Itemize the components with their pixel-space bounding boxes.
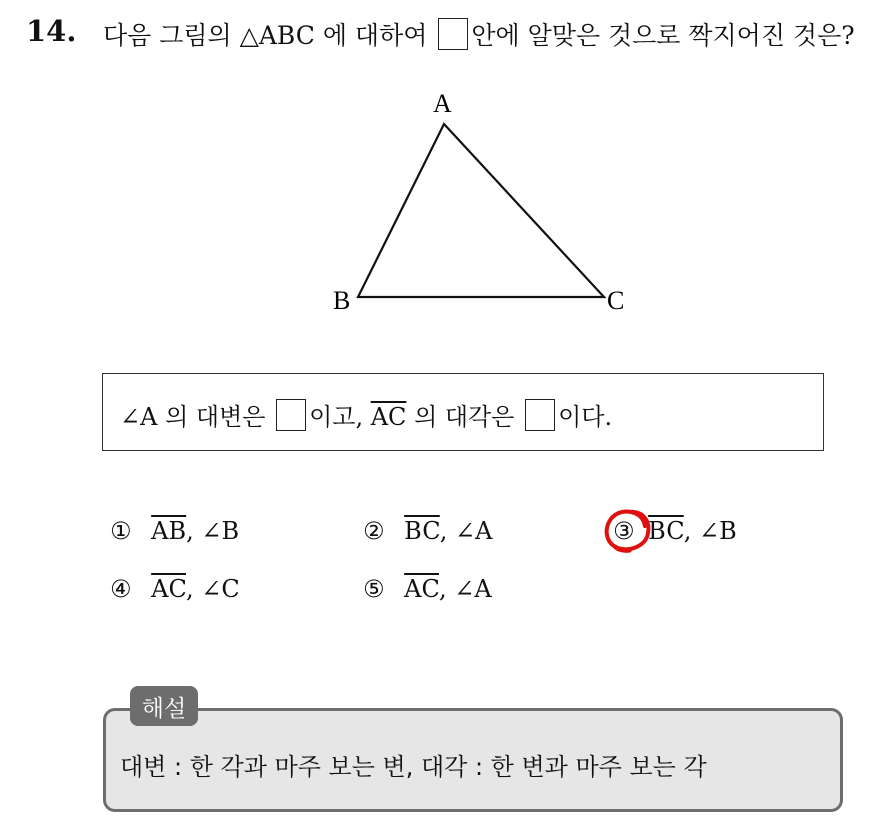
choice-1[interactable] xyxy=(110,517,239,545)
solution-tag: 해설 xyxy=(130,686,198,726)
choice-5-segment: $\overline{AC}$ xyxy=(404,575,439,603)
choice-4-segment: $\overline{AC}$ xyxy=(151,575,186,603)
choice-3-number: ③ xyxy=(613,517,635,545)
question-stem-after: 안에 알맞은 것으로 짝지어진 것은? xyxy=(471,21,855,50)
statement-segment: $\overline{AC}$ xyxy=(370,403,407,431)
statement-part2: 이고, xyxy=(309,403,364,431)
statement-part3: 의 대각은 xyxy=(414,403,515,431)
vertex-label-b: B xyxy=(333,286,351,315)
statement-part1: ∠A 의 대변은 xyxy=(120,403,266,431)
triangle-abc xyxy=(358,124,604,297)
choice-2-angle: , ∠A xyxy=(439,517,493,545)
choice-4-angle: , ∠C xyxy=(186,575,240,603)
choice-1-angle: , ∠B xyxy=(186,517,240,545)
choice-4-number: ④ xyxy=(110,575,132,603)
vertex-label-a: A xyxy=(433,89,452,118)
statement-part4: 이다. xyxy=(558,403,613,431)
choice-2-number: ② xyxy=(363,517,385,545)
statement xyxy=(120,397,612,432)
question-stem-before: 다음 그림의 △ABC 에 대하여 xyxy=(103,21,428,50)
choice-3-angle: , ∠B xyxy=(683,517,737,545)
choice-1-number: ① xyxy=(110,517,132,545)
solution-text: 대변 : 한 각과 마주 보는 변, 대각 : 한 변과 마주 보는 각 xyxy=(120,753,707,781)
statement-blank-1 xyxy=(276,399,306,431)
choice-4[interactable] xyxy=(110,575,240,603)
answer-circle-mark xyxy=(600,506,656,554)
choice-2[interactable] xyxy=(363,517,492,545)
statement-blank-2 xyxy=(525,399,555,431)
choice-5-angle: , ∠A xyxy=(439,575,492,603)
vertex-label-c: C xyxy=(607,286,625,315)
choice-5-number: ⑤ xyxy=(363,575,385,603)
choice-3-segment: $\overline{BC}$ xyxy=(648,517,684,545)
choice-1-segment: $\overline{AB}$ xyxy=(151,517,187,545)
choice-5[interactable] xyxy=(363,575,492,603)
choice-2-segment: $\overline{BC}$ xyxy=(404,517,440,545)
question-number: 14. xyxy=(26,14,77,48)
